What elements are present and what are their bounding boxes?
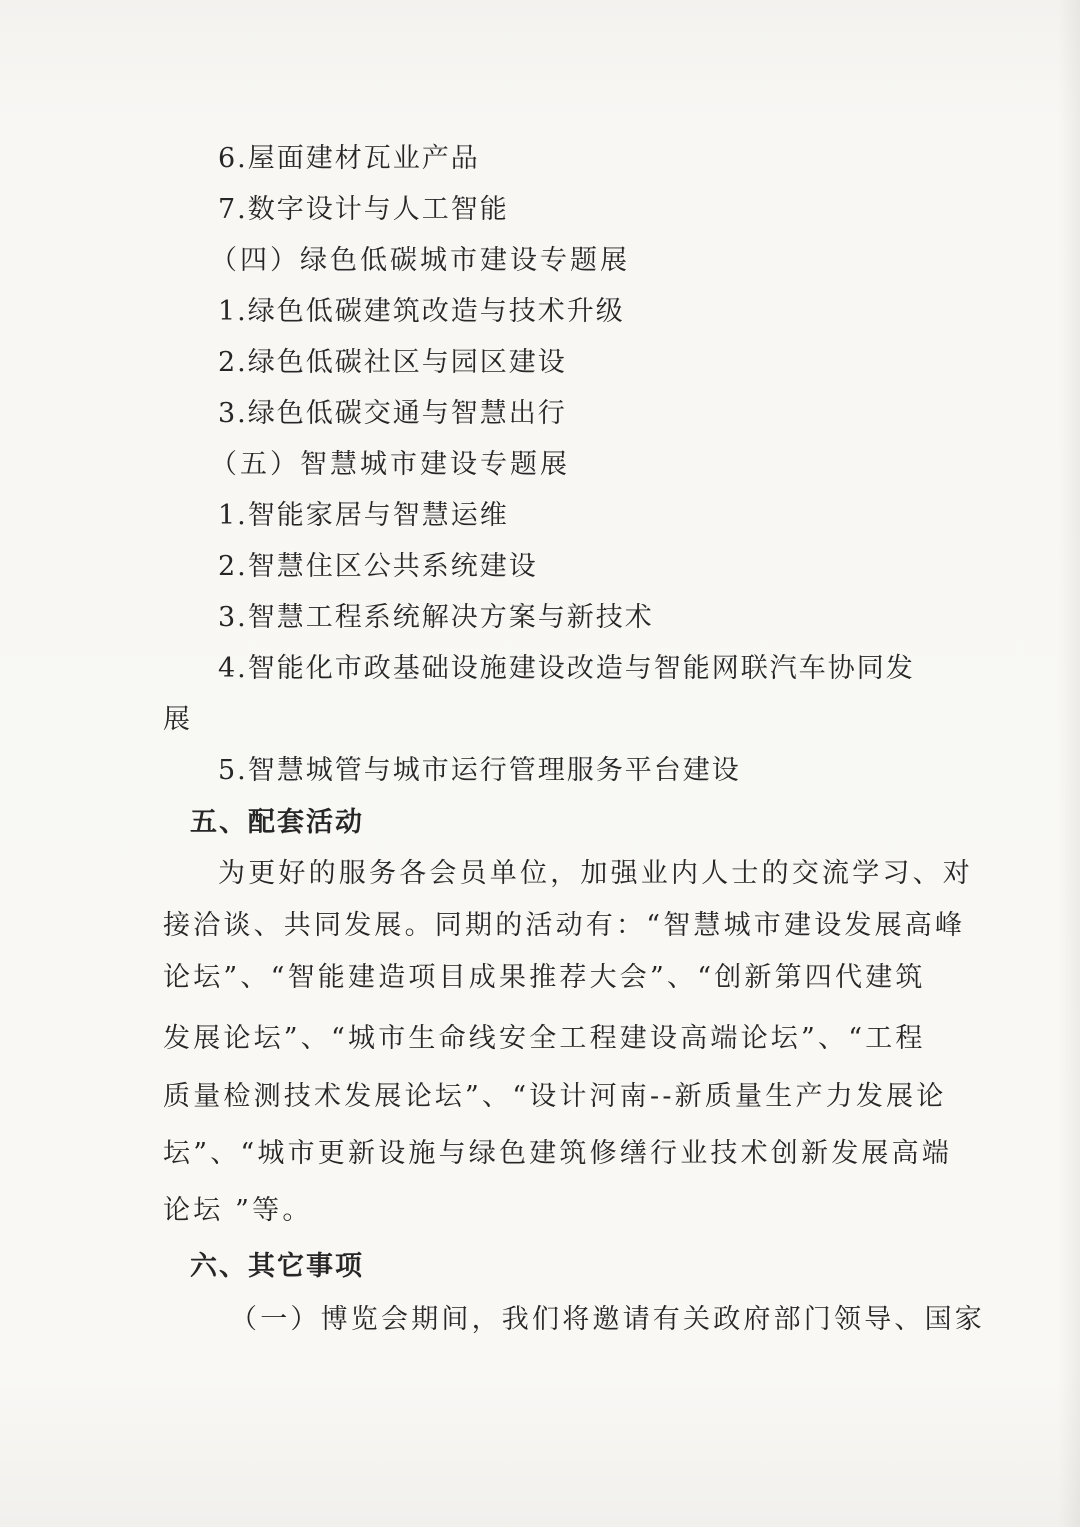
list-item: 5.智慧城管与城市运行管理服务平台建设 <box>218 755 741 786</box>
paragraph-line: 接洽谈、共同发展。同期的活动有：“智慧城市建设发展高峰 <box>163 910 966 941</box>
paragraph-line: （一）博览会期间，我们将邀请有关政府部门领导、国家 <box>230 1304 985 1335</box>
list-item: 6.屋面建材瓦业产品 <box>218 143 480 174</box>
paragraph-line: 为更好的服务各会员单位，加强业内人士的交流学习、对 <box>218 858 973 889</box>
list-item: 3.智慧工程系统解决方案与新技术 <box>218 602 654 633</box>
list-item: 4.智能化市政基础设施建设改造与智能网联汽车协同发 <box>218 653 915 684</box>
list-item: 3.绿色低碳交通与智慧出行 <box>218 398 567 429</box>
list-item: 1.绿色低碳建筑改造与技术升级 <box>218 296 625 327</box>
list-item: 1.智能家居与智慧运维 <box>218 500 509 531</box>
section-heading: 五、配套活动 <box>190 807 364 838</box>
list-item: 7.数字设计与人工智能 <box>218 194 509 225</box>
paragraph-line: 发展论坛”、“城市生命线安全工程建设高端论坛”、“工程 <box>163 1023 926 1054</box>
paragraph-line: 论坛 ”等。 <box>163 1195 313 1226</box>
subsection-title: （五）智慧城市建设专题展 <box>210 449 570 480</box>
list-item: 2.绿色低碳社区与园区建设 <box>218 347 567 378</box>
paragraph-line: 论坛”、“智能建造项目成果推荐大会”、“创新第四代建筑 <box>163 962 926 993</box>
section-heading: 六、其它事项 <box>190 1251 364 1282</box>
paragraph-line: 质量检测技术发展论坛”、“设计河南--新质量生产力发展论 <box>163 1081 947 1112</box>
scan-shadow-edge <box>1058 0 1080 1527</box>
list-item: 2.智慧住区公共系统建设 <box>218 551 538 582</box>
paragraph-line: 坛”、“城市更新设施与绿色建筑修缮行业技术创新发展高端 <box>163 1138 953 1169</box>
subsection-title: （四）绿色低碳城市建设专题展 <box>210 245 630 276</box>
list-item-continuation: 展 <box>163 704 192 735</box>
